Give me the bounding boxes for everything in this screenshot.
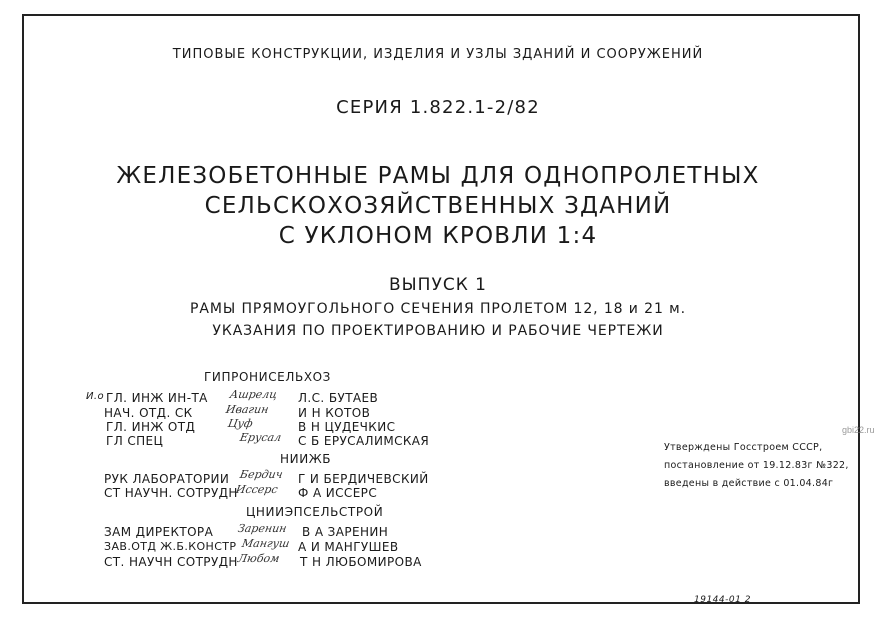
signatory-name: В Н ЦУДЕЧКИС	[298, 420, 396, 434]
signatory-name: И Н КОТОВ	[298, 406, 371, 420]
signatory-role: ЗАВ.ОТД Ж.Б.КОНСТР	[104, 540, 237, 553]
signatory-name: Г И БЕРДИЧЕВСКИЙ	[298, 472, 429, 486]
document-title-line-3: С УКЛОНОМ КРОВЛИ 1:4	[278, 223, 598, 249]
approval-line-2: постановление от 19.12.83г №322,	[664, 460, 849, 471]
organization-name: НИИЖБ	[280, 452, 332, 466]
signatory-role: ГЛ. ИНЖ ОТД	[106, 420, 196, 434]
organization-name: ЦНИИЭПСЕЛЬСТРОЙ	[246, 505, 384, 519]
signatory-role: СТ НАУЧН. СОТРУДН	[104, 486, 238, 500]
approval-line-1: Утверждены Госстроем СССР,	[664, 442, 823, 453]
signatory-name: Ф А ИССЕРС	[298, 486, 378, 500]
handwritten-signature: Бердич	[238, 468, 284, 481]
issue-label: ВЫПУСК 1	[389, 275, 487, 295]
signatory-role: РУК ЛАБОРАТОРИИ	[104, 472, 230, 486]
signatory-role: НАЧ. ОТД. СК	[104, 406, 193, 420]
handwritten-signature: Иссерс	[234, 483, 279, 496]
handwritten-signature: Ивагин	[224, 403, 270, 416]
handwritten-signature: Ерусал	[238, 431, 283, 444]
signatory-role: ГЛ СПЕЦ	[106, 434, 164, 448]
signatory-role: ГЛ. ИНЖ ИН-ТА	[106, 391, 208, 405]
catalog-heading: ТИПОВЫЕ КОНСТРУКЦИИ, ИЗДЕЛИЯ И УЗЛЫ ЗДАНИЙ И СООРУЖЕНИЙ	[172, 47, 704, 62]
issue-subtitle-2: УКАЗАНИЯ ПО ПРОЕКТИРОВАНИЮ И РАБОЧИЕ ЧЕРТЕЖИ	[212, 323, 664, 339]
signatory-name: А И МАНГУШЕВ	[298, 540, 399, 554]
watermark-text: gbi22.ru	[842, 425, 875, 435]
approval-line-3: введены в действие с 01.04.84г	[664, 478, 834, 489]
signatory-name: Т Н ЛЮБОМИРОВА	[300, 555, 422, 569]
issue-subtitle-1: РАМЫ ПРЯМОУГОЛЬНОГО СЕЧЕНИЯ ПРОЛЕТОМ 12, 18 и 21 м.	[190, 301, 686, 317]
handwritten-signature: Любом	[236, 552, 281, 565]
document-title-line-1: ЖЕЛЕЗОБЕТОННЫЕ РАМЫ ДЛЯ ОДНОПРОЛЕТНЫХ	[116, 163, 760, 189]
document-title-line-2: СЕЛЬСКОХОЗЯЙСТВЕННЫХ ЗДАНИЙ	[204, 193, 672, 219]
signatory-role: СТ. НАУЧН СОТРУДН	[104, 555, 238, 569]
handwritten-signature: Ашрелц	[228, 388, 279, 401]
handwritten-signature: Цуф	[226, 417, 254, 430]
sheet-stamp: 19144-01 2	[694, 595, 751, 605]
signatory-name: С Б ЕРУСАЛИМСКАЯ	[298, 434, 430, 448]
signatory-role: ЗАМ ДИРЕКТОРА	[104, 525, 214, 539]
signatory-name: Л.С. БУТАЕВ	[298, 391, 379, 405]
handwritten-signature: Заренин	[236, 522, 288, 535]
handwritten-signature: Мангуш	[240, 537, 291, 550]
series-number: СЕРИЯ 1.822.1-2/82	[336, 97, 540, 118]
organization-name: ГИПРОНИСЕЛЬХОЗ	[204, 370, 331, 384]
role-prefix: И.о	[86, 391, 104, 402]
signatory-name: В А ЗАРЕНИН	[302, 525, 389, 539]
